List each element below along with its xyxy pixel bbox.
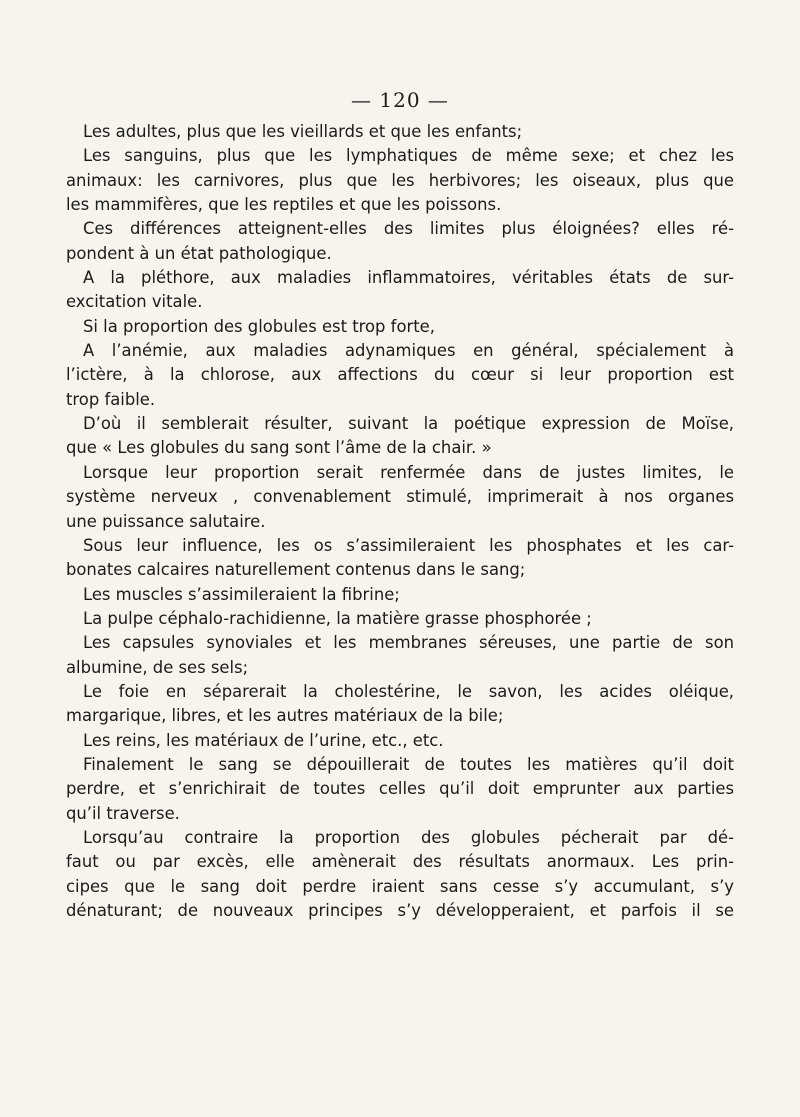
text-line: qu’il traverse.: [66, 803, 180, 823]
text-line: Les capsules synoviales et les membranes séreuses, une partie de son: [83, 633, 734, 653]
body-text: [66, 120, 734, 923]
text-line: excitation vitale.: [66, 292, 203, 312]
text-line: Les adultes, plus que les vieillards et que les enfants;: [83, 122, 523, 141]
text-line: A la pléthore, aux maladies inflammatoires, véritables états de sur-: [83, 268, 734, 288]
text-line: Ces différences atteignent-elles des limites plus éloignées? elles ré-: [83, 219, 734, 239]
page-number: — 120 —: [351, 88, 449, 112]
text-line: les mammifères, que les reptiles et que les poissons.: [66, 195, 502, 215]
text-line: pondent à un état pathologique.: [66, 243, 332, 263]
text-line: système nerveux , convenablement stimulé, imprimerait à nos organes: [66, 487, 734, 507]
text-line: Les sanguins, plus que les lymphatiques de même sexe; et chez les: [83, 146, 734, 166]
text-line: l’ictère, à la chlorose, aux affections du cœur si leur proportion est: [66, 365, 734, 385]
text-line: Lorsqu’au contraire la proportion des globules pécherait par dé-: [83, 827, 734, 847]
text-line: cipes que le sang doit perdre iraient sans cesse s’y accumulant, s’y: [66, 876, 734, 896]
text-line: bonates calcaires naturellement contenus dans le sang;: [66, 560, 526, 580]
text-line: Sous leur influence, les os s’assimileraient les phosphates et les car-: [83, 535, 734, 555]
text-line: Lorsque leur proportion serait renfermée dans de justes limites, le: [83, 462, 734, 482]
text-line: Les muscles s’assimileraient la fibrine;: [83, 584, 400, 604]
text-line: margarique, libres, et les autres matériaux de la bile;: [66, 706, 504, 726]
text-line: A l’anémie, aux maladies adynamiques en général, spécialement à: [83, 341, 734, 361]
text-line: Les reins, les matériaux de l’urine, etc., etc.: [83, 730, 444, 750]
text-line: que « Les globules du sang sont l’âme de la chair. »: [66, 438, 492, 458]
text-line: trop faible.: [66, 389, 156, 409]
text-line: faut ou par excès, elle amènerait des résultats anormaux. Les prin-: [66, 852, 734, 872]
text-line: perdre, et s’enrichirait de toutes celles qu’il doit emprunter aux parties: [66, 779, 734, 799]
text-line: La pulpe céphalo-rachidienne, la matière grasse phosphorée ;: [83, 608, 592, 628]
text-line: une puissance salutaire.: [66, 511, 266, 531]
text-line: Si la proportion des globules est trop forte,: [83, 316, 435, 336]
text-line: dénaturant; de nouveaux principes s’y développeraient, et parfois il se: [66, 901, 734, 920]
text-line: D’où il semblerait résulter, suivant la poétique expression de Moïse,: [83, 414, 734, 434]
text-line: animaux: les carnivores, plus que les herbivores; les oiseaux, plus que: [66, 170, 734, 190]
text-line: albumine, de ses sels;: [66, 657, 249, 677]
text-line: Le foie en séparerait la cholestérine, le savon, les acides oléique,: [83, 681, 734, 701]
text-line: Finalement le sang se dépouillerait de toutes les matières qu’il doit: [83, 754, 734, 774]
